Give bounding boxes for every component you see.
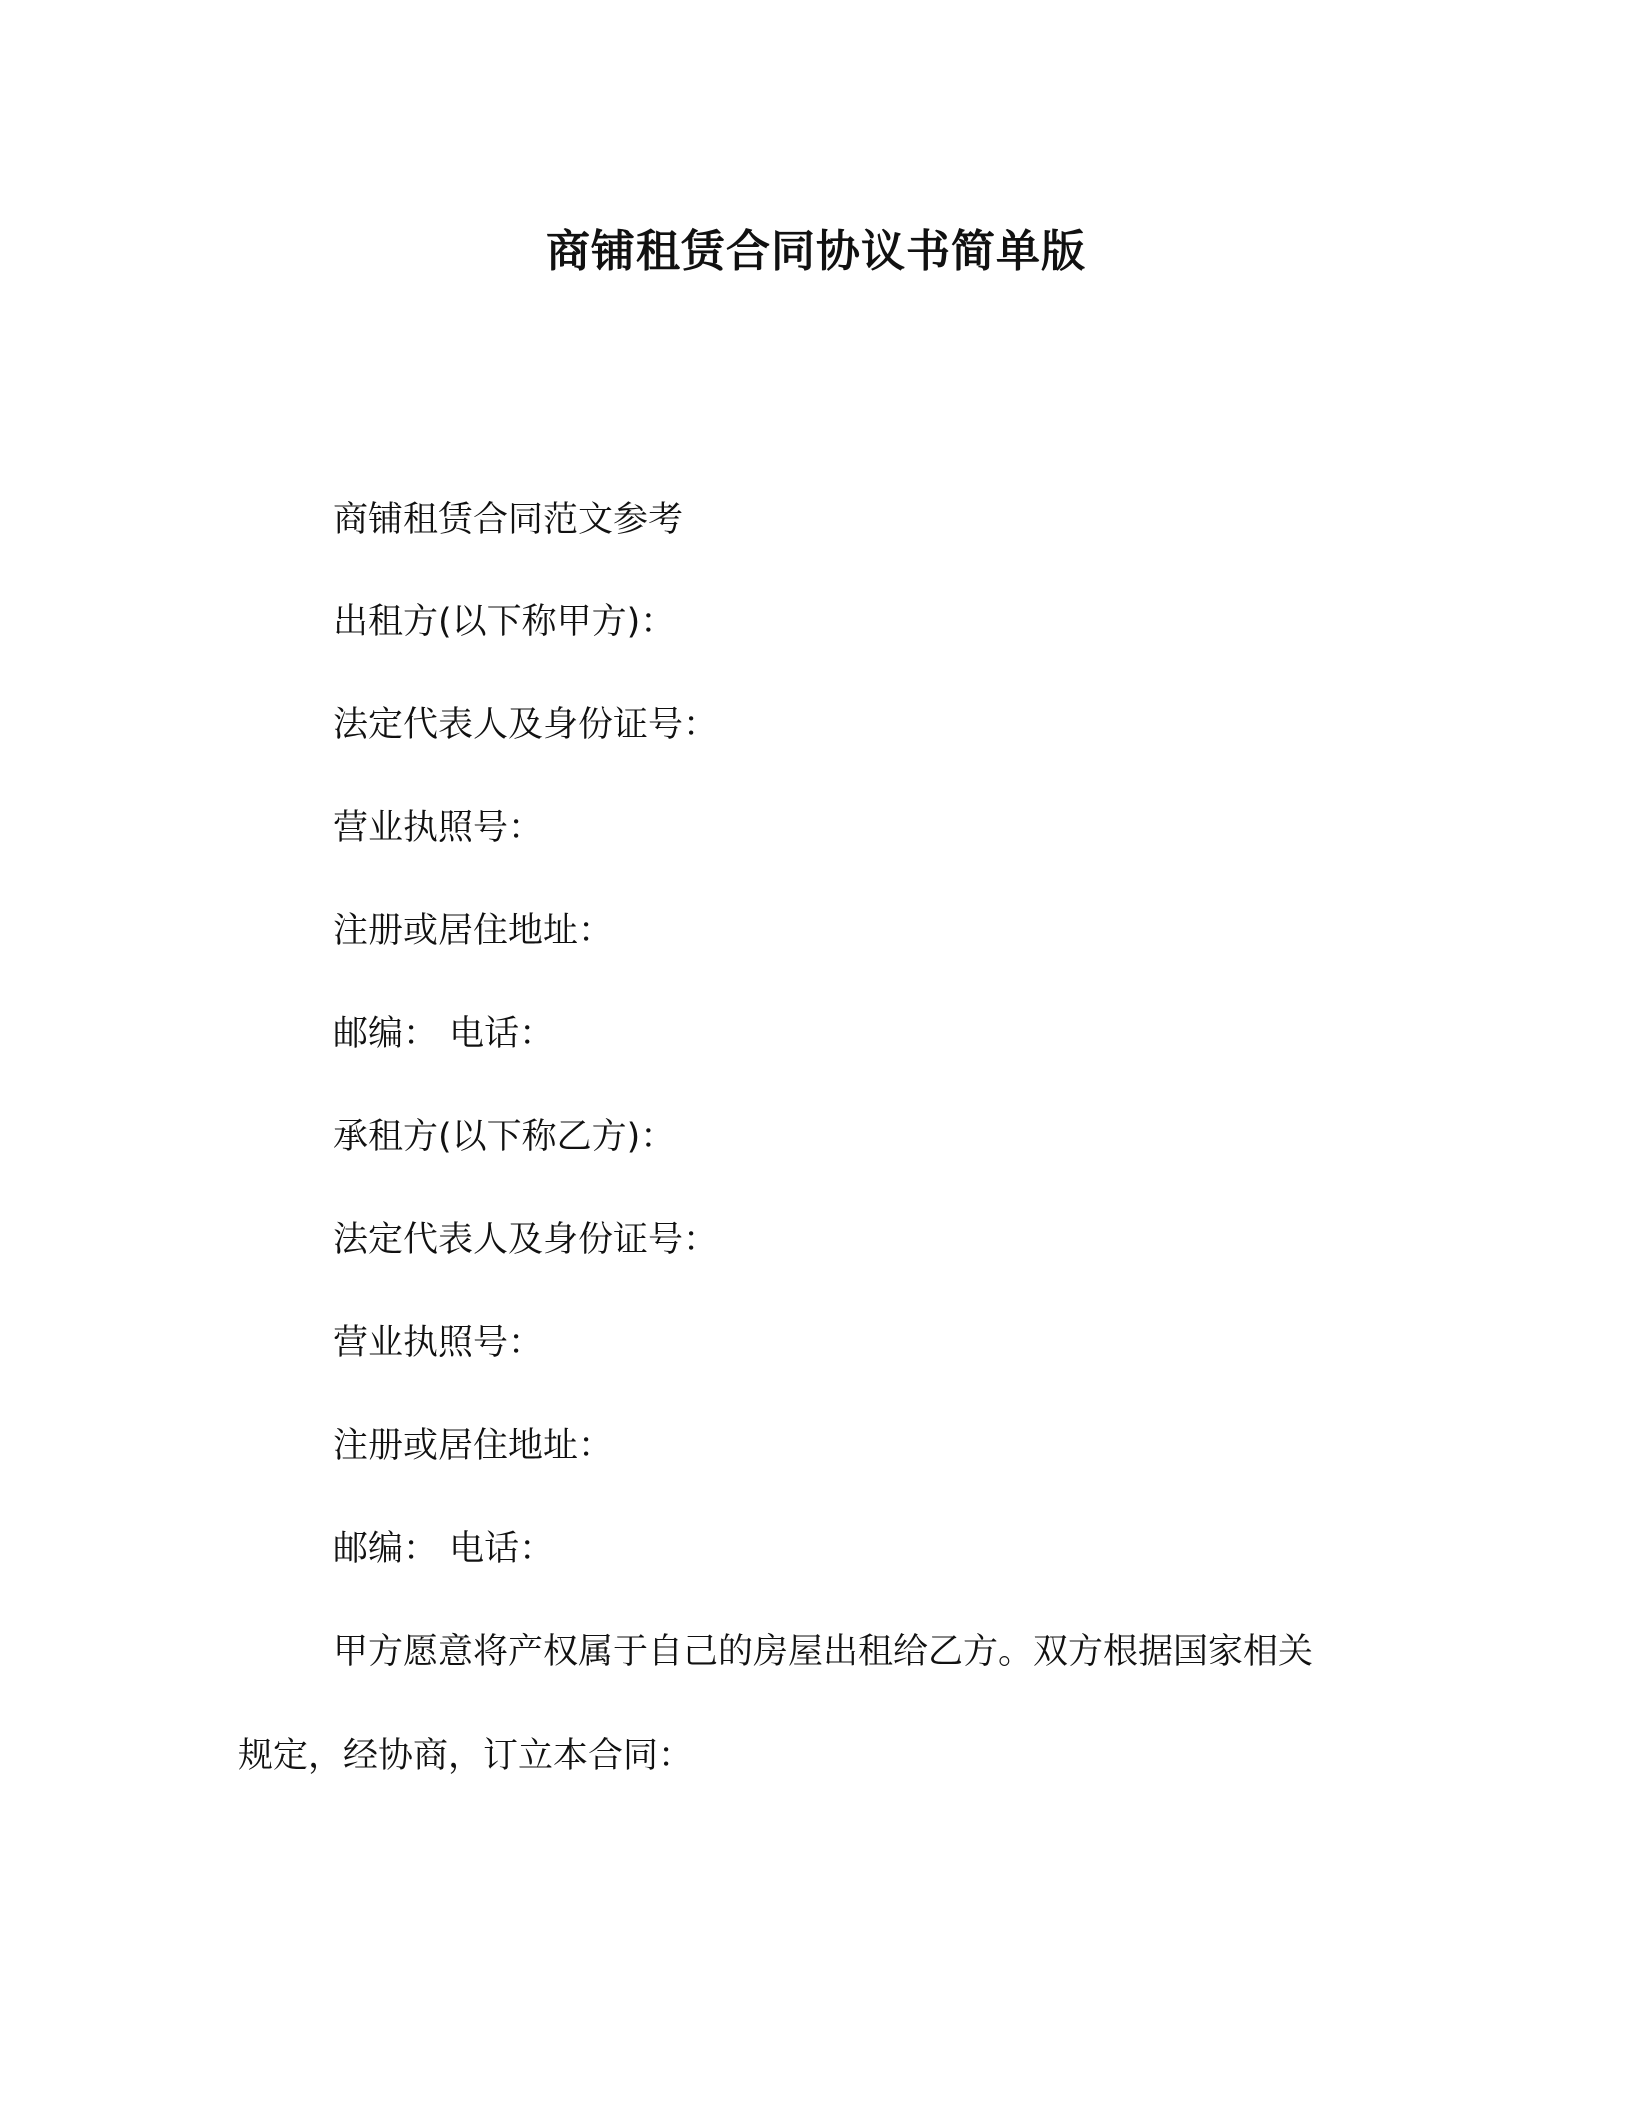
line-lessor-license: 营业执照号：: [333, 808, 544, 848]
line-lessor: 出租方(以下称甲方)：: [333, 602, 676, 642]
line-lessee-license: 营业执照号：: [333, 1323, 544, 1363]
paragraph-first-line: 甲方愿意将产权属于自己的房屋出租给乙方。双方根据国家相关: [333, 1632, 1314, 1672]
agreement-paragraph: [238, 1628, 1378, 1780]
line-lessor-address: 注册或居住地址：: [333, 911, 614, 951]
line-lessee-address: 注册或居住地址：: [333, 1426, 614, 1466]
line-lessee-postcode-phone: 邮编： 电话：: [333, 1529, 555, 1569]
line-reference-heading: 商铺租赁合同范文参考: [333, 500, 684, 540]
document-title: 商铺租赁合同协议书简单版: [546, 226, 1086, 277]
line-lessee: 承租方(以下称乙方)：: [333, 1117, 676, 1157]
line-lessor-representative: 法定代表人及身份证号：: [333, 705, 719, 745]
paragraph-second-line: 规定，经协商，订立本合同：: [238, 1736, 694, 1776]
line-lessor-postcode-phone: 邮编： 电话：: [333, 1014, 555, 1054]
line-lessee-representative: 法定代表人及身份证号：: [333, 1220, 719, 1260]
